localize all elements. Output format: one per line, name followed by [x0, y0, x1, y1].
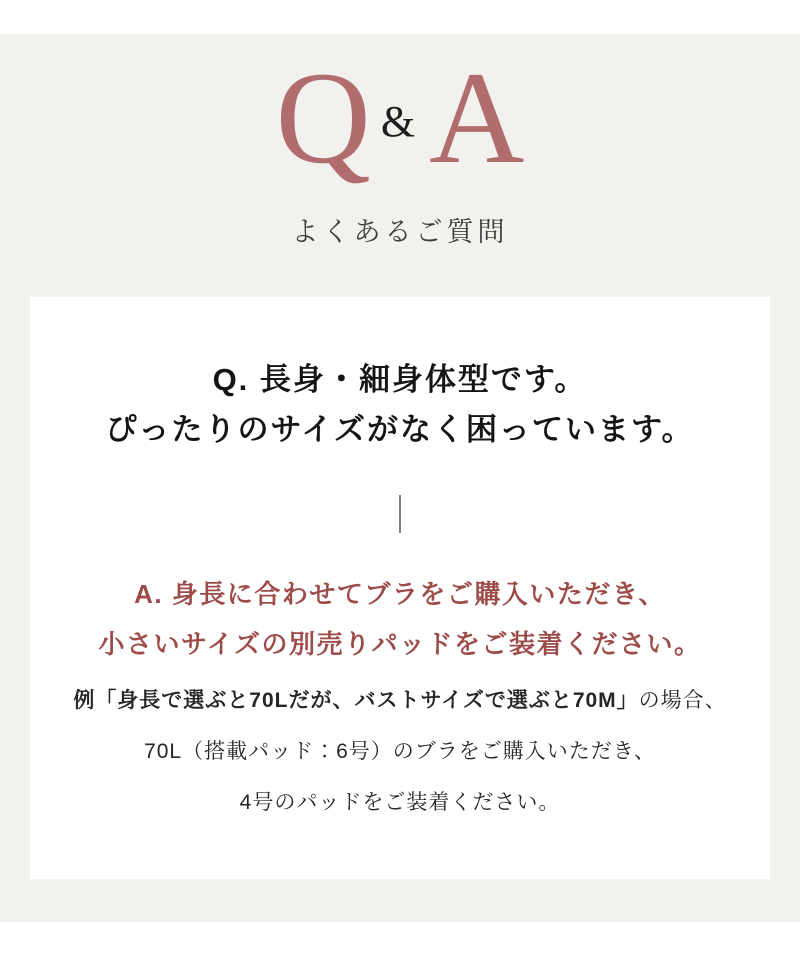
example-text	[30, 675, 770, 828]
example-line-3: 4号のパッドをご装着ください。	[239, 791, 561, 814]
example-line-1-regular: の場合、	[638, 689, 727, 712]
question-text	[30, 297, 770, 455]
qa-title-letter-q: Q	[275, 44, 371, 191]
answer-line-2: 小さいサイズの別売りパッドをご装着ください。	[98, 629, 702, 659]
question-line-2: ぴったりのサイズがなく困っています。	[105, 412, 695, 447]
question-line-1: Q. 長身・細身体型です。	[212, 362, 588, 397]
example-line-2: 70L（搭載パッド：6号）のブラをご購入いただき、	[144, 740, 656, 763]
example-line-1	[30, 675, 770, 726]
qa-title	[0, 44, 800, 191]
example-line-1-bold: 例「身長で選ぶと70Lだが、バストサイズで選ぶと70M」	[73, 689, 639, 712]
qa-card	[30, 297, 770, 879]
qa-title-ampersand: &	[380, 97, 416, 146]
qa-title-letter-a: A	[429, 44, 525, 191]
vertical-divider	[399, 495, 401, 533]
answer-line-1: A. 身長に合わせてブラをご購入いただき、	[134, 579, 666, 609]
answer-text	[30, 569, 770, 669]
qa-section	[0, 34, 800, 922]
qa-subtitle: よくあるご質問	[291, 217, 509, 247]
